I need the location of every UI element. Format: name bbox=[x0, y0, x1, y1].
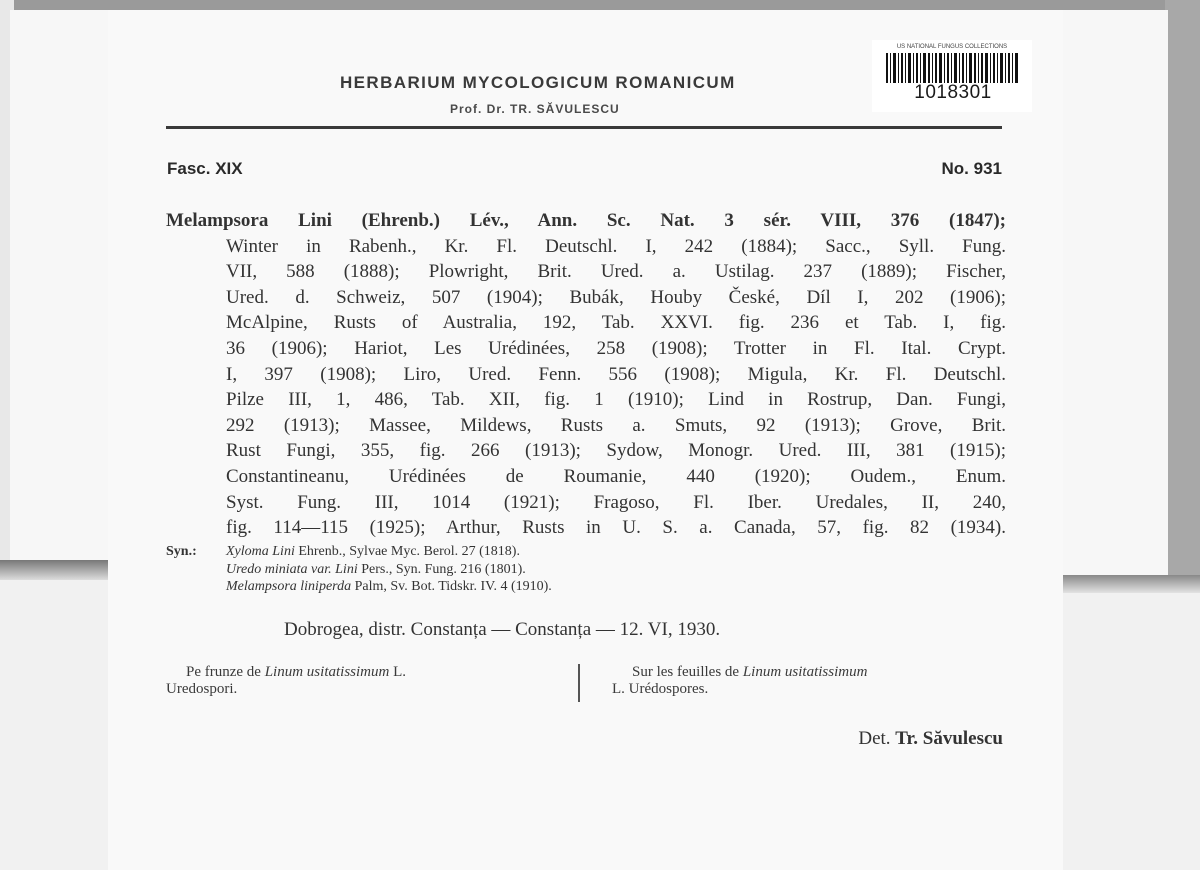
synonym-reference: Pers., Syn. Fung. 216 (1801). bbox=[361, 561, 526, 577]
taxon-citation bbox=[166, 208, 1006, 541]
citation-line: Syst. Fung. III, 1014 (1921); Fragoso, Fl. Iber. Uredales, II, 240, bbox=[226, 491, 1006, 513]
herbarium-title: HERBARIUM MYCOLOGICUM ROMANICUM bbox=[340, 73, 736, 92]
citation-line: I, 397 (1908); Liro, Ured. Fenn. 556 (1908); Migula, Kr. Fl. Deutschl. bbox=[226, 363, 1006, 385]
synonym-entry bbox=[226, 561, 526, 579]
header-rule bbox=[166, 126, 1002, 129]
host-species: Linum usitatissimum bbox=[742, 664, 868, 680]
herbarium-subtitle: Prof. Dr. TR. SĂVULESCU bbox=[450, 102, 620, 116]
host-note-french bbox=[612, 664, 1012, 698]
synonym-reference: Ehrenb., Sylvae Myc. Berol. 27 (1818). bbox=[298, 544, 520, 559]
sheet-shadow-right bbox=[1060, 575, 1200, 593]
sheet-shadow-left bbox=[0, 560, 110, 580]
citation-line: 292 (1913); Massee, Mildews, Rusts a. Smuts, 92 (1913); Grove, Brit. bbox=[226, 414, 1006, 436]
synonym-name: Uredo miniata var. Lini bbox=[226, 561, 358, 577]
citation-line: 36 (1906); Hariot, Les Urédinées, 258 (1908); Trotter in Fl. Ital. Crypt. bbox=[226, 337, 1006, 359]
citation-line: Constantineanu, Urédinées de Roumanie, 440 (1920); Oudem., Enum. bbox=[226, 465, 1006, 487]
citation-line: Melampsora Lini (Ehrenb.) Lév., Ann. Sc. Nat. 3 sér. VIII, 376 (1847); bbox=[166, 210, 1006, 231]
host-suffix: L. bbox=[393, 664, 406, 680]
synonyms-label: Syn.: bbox=[166, 544, 197, 559]
synonym-entry bbox=[226, 578, 552, 596]
host-divider bbox=[578, 664, 580, 702]
citation-line: Winter in Rabenh., Kr. Fl. Deutschl. I, 242 (1884); Sacc., Syll. Fung. bbox=[226, 235, 1006, 257]
synonym-entry bbox=[226, 543, 520, 561]
barcode-caption: US NATIONAL FUNGUS COLLECTIONS bbox=[896, 44, 1008, 50]
citation-line: Rust Fungi, 355, fig. 266 (1913); Sydow, Monogr. Ured. III, 381 (1915); bbox=[226, 440, 1006, 462]
spore-stage: Uredospori. bbox=[166, 681, 238, 697]
barcode-icon bbox=[886, 53, 1020, 83]
determiner-name: Tr. Săvulescu bbox=[895, 728, 1003, 749]
citation-line: Ured. d. Schweiz, 507 (1904); Bubák, Houby České, Díl I, 202 (1906); bbox=[226, 286, 1006, 308]
fascicle-label: Fasc. XIX bbox=[167, 159, 243, 178]
spore-stage: L. Urédospores. bbox=[612, 681, 709, 697]
determiner-prefix: Det. bbox=[858, 728, 891, 749]
background-edge-right bbox=[1165, 0, 1200, 590]
host-note-romanian bbox=[166, 664, 566, 698]
collection-locality: Dobrogea, distr. Constanța — Constanța — 12. VI, 1930. bbox=[284, 619, 721, 640]
synonym-name: Melampsora liniperda bbox=[226, 579, 352, 594]
synonym-reference: Palm, Sv. Bot. Tidskr. IV. 4 (1910). bbox=[354, 579, 552, 594]
determiner bbox=[793, 728, 1003, 750]
synonym-name: Xyloma Lini bbox=[226, 544, 295, 559]
host-prefix: Pe frunze de bbox=[186, 664, 261, 680]
host-species: Linum usitatissimum bbox=[264, 664, 390, 680]
barcode-number: 1018301 bbox=[914, 82, 992, 103]
host-prefix: Sur les feuilles de bbox=[632, 664, 740, 680]
citation-line: Pilze III, 1, 486, Tab. XII, fig. 1 (1910); Lind in Rostrup, Dan. Fungi, bbox=[226, 389, 1006, 411]
citation-line: McAlpine, Rusts of Australia, 192, Tab. XXVI. fig. 236 et Tab. I, fig. bbox=[226, 312, 1006, 334]
exsiccata-number: No. 931 bbox=[941, 159, 1002, 178]
citation-line: fig. 114—115 (1925); Arthur, Rusts in U. S. a. Canada, 57, fig. 82 (1934). bbox=[226, 517, 1006, 539]
citation-line: VII, 588 (1888); Plowright, Brit. Ured. a. Ustilag. 237 (1889); Fischer, bbox=[226, 261, 1006, 283]
